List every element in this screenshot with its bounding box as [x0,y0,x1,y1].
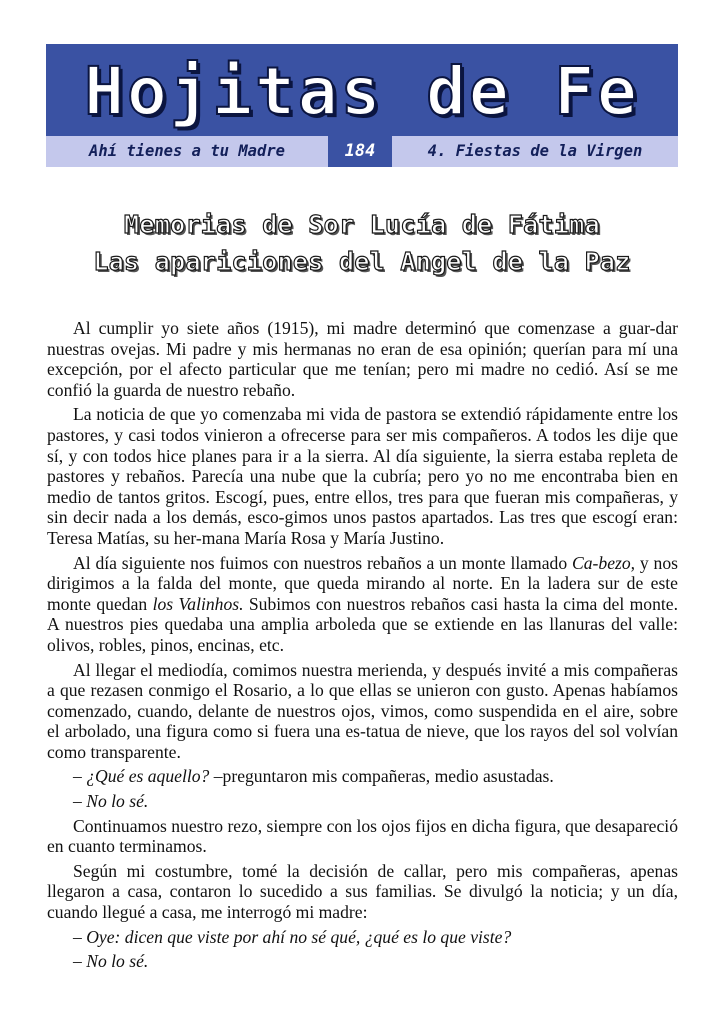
paragraph: Continuamos nuestro rezo, siempre con los ojos fijos en dicha figura, que desapareció en cuanto terminamos. [47,815,678,857]
dash: – [73,926,87,947]
dialogue-line [47,791,678,812]
article-title-line-1: Memorias de Sor Lucía de Fátima [124,210,600,239]
dialogue-speech: ¿Qué es aquello? [86,766,210,787]
dialogue-line [47,951,678,972]
article-body [47,318,678,976]
dialogue-speech: Oye: dicen que viste por ahí no sé qué, ¿qué es lo que viste? [86,926,512,947]
paragraph: Según mi costumbre, tomé la decisión de callar, pero mis compañeras, apenas llegaron a casa, contaron lo sucedido a sus familias. Se divulgó la noticia; y un día, cuando llegué a casa, me interrogó mi madre: [47,860,678,923]
text-run: Subimos con nuestros rebaños casi hasta la cima del monte. A nuestros pies quedaba una amplia arboleda que se extiende en las llanuras del valle: olivos, robles, pinos, encinas, etc. [47,593,678,655]
paragraph: Al cumplir yo siete años (1915), mi madre determinó que comenzase a guar-dar nuestras ovejas. Mi padre y mis hermanas no eran de esa opinión; querían para mí una excepción, por el afecto particular que me tenían; pero mi madre no cedió. Así se me confió la guarda de nuestro rebaño. [47,318,678,400]
paragraph [47,553,678,656]
dialogue-tag: –preguntaron mis compañeras, medio asustadas. [209,766,554,787]
dash: – [73,951,87,972]
dialogue-speech: No lo sé. [86,791,149,812]
place-name-valinhos: los Valinhos. [152,593,244,614]
text-run: y nos dirigimos a la falda del monte, que queda mirando al norte. En la ladera sur de este monte quedan [47,552,678,614]
series-subtitle: Ahí tienes a tu Madre [46,136,328,167]
dialogue-speech: No lo sé. [86,951,149,972]
header-banner [46,44,678,167]
dash: – [73,766,87,787]
dash: – [73,791,87,812]
article-title-line-2: Las apariciones del Angel de la Paz [93,247,631,276]
dialogue-line [47,927,678,948]
issue-number: 184 [332,136,388,167]
publication-title: Hojitas de Fe [84,53,640,130]
paragraph: Al llegar el mediodía, comimos nuestra merienda, y después invité a mis compañeras a que rezasen conmigo el Rosario, a lo que ellas se unieron con gusto. Apenas habíamos comenzado, cuando, delante de nuestros ojos, vimos, como suspendida en el aire, sobre el arbolado, una figura como si fuera una es-tatua de nieve, que los rayos del sol volvían como transparente. [47,659,678,762]
dialogue-line [47,766,678,787]
place-name-cabezo: Ca-bezo, [572,552,636,573]
section-subtitle: 4. Fiestas de la Virgen [392,136,678,167]
header-strip [46,136,678,167]
paragraph: La noticia de que yo comenzaba mi vida de pastora se extendió rápidamente entre los pastores, y casi todos vinieron a ofrecerse para ser mis compañeros. A todos les dije que sí, y con todos hice planes para ir a la sierra. Al día siguiente, la sierra estaba repleta de pastores y rebaños. Parecía una nube que la cubría; pero yo no me encontraba bien en medio de tantos gritos. Escogí, pues, entre ellos, tres para que fueran mis compañeras, y sin decir nada a los demás, esco-gimos unos pastos apartados. Las tres que escogí eran: Teresa Matías, su her-mana María Rosa y María Justino. [47,404,678,548]
article-heading [40,206,684,280]
text-run: Al día siguiente nos fuimos con nuestros rebaños a un monte llamado [73,552,572,573]
